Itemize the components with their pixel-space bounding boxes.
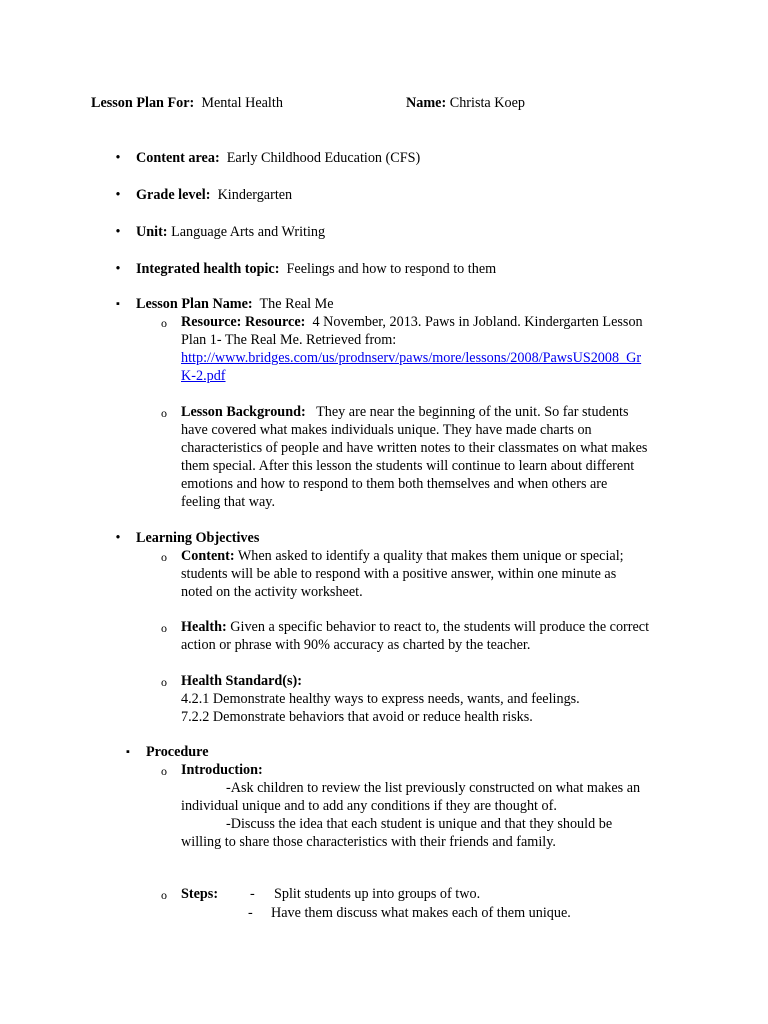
bullet-disc-icon: • bbox=[115, 261, 121, 277]
content-objective-block bbox=[181, 547, 691, 601]
resource-url-line-2: K-2.pdf bbox=[181, 368, 226, 384]
procedure-label: Procedure bbox=[146, 744, 209, 760]
dash-bullet-icon: - bbox=[248, 905, 253, 921]
resource-url-line-1: http://www.bridges.com/us/prodnserv/paws/more/lessons/2008/PawsUS2008_Gr bbox=[181, 350, 642, 366]
resource-url-link[interactable] bbox=[181, 350, 641, 384]
bullet-disc-icon: • bbox=[115, 187, 121, 203]
health-topic-item bbox=[136, 260, 496, 278]
bullet-square-icon: ▪ bbox=[126, 746, 130, 758]
bullet-circle-icon: o bbox=[161, 675, 167, 689]
lesson-background-block bbox=[181, 403, 691, 511]
health-topic-label: Integrated health topic: bbox=[136, 261, 280, 277]
health-objective-line-1: Given a specific behavior to react to, the students will produce the correct bbox=[230, 619, 650, 635]
grade-level-label: Grade level: bbox=[136, 187, 211, 203]
bullet-disc-icon: • bbox=[115, 150, 121, 166]
content-objective-line-2: students will be able to respond with a positive answer, within one minute as bbox=[181, 566, 617, 582]
lesson-plan-for-line bbox=[91, 94, 283, 112]
dash-bullet-icon: - bbox=[250, 886, 255, 902]
lesson-background-line-5: emotions and how to respond to them both themselves and when others are bbox=[181, 476, 608, 492]
unit-value: Language Arts and Writing bbox=[171, 224, 326, 240]
health-objective-label: Health: bbox=[181, 619, 227, 635]
bullet-circle-icon: o bbox=[161, 888, 167, 902]
resource-line-1: 4 November, 2013. Paws in Jobland. Kindergarten Lesson bbox=[312, 314, 643, 330]
lesson-plan-for-value: Mental Health bbox=[201, 95, 283, 111]
introduction-line-1: -Ask children to review the list previously constructed on what makes an bbox=[226, 780, 641, 796]
bullet-circle-icon: o bbox=[161, 764, 167, 778]
lesson-plan-name-label: Lesson Plan Name: bbox=[136, 296, 253, 312]
lesson-plan-name-item bbox=[136, 295, 334, 313]
unit-item bbox=[136, 223, 325, 241]
learning-objectives-heading bbox=[136, 529, 259, 547]
health-standard-line-2: 7.2.2 Demonstrate behaviors that avoid or reduce health risks. bbox=[181, 709, 533, 725]
lesson-background-line-6: feeling that way. bbox=[181, 494, 276, 510]
resource-line-2: Plan 1- The Real Me. Retrieved from: bbox=[181, 332, 397, 348]
lesson-background-line-3: characteristics of people and have written notes to their classmates on what makes bbox=[181, 440, 648, 456]
steps-label: Steps: bbox=[181, 886, 219, 902]
introduction-label: Introduction: bbox=[181, 762, 263, 778]
introduction-line-2: individual unique and to add any conditions if they are thought of. bbox=[181, 798, 557, 814]
content-area-label: Content area: bbox=[136, 150, 220, 166]
introduction-block bbox=[181, 761, 691, 851]
content-area-item bbox=[136, 149, 420, 167]
introduction-line-4: willing to share those characteristics with their friends and family. bbox=[181, 834, 556, 850]
lesson-background-line-1: They are near the beginning of the unit. So far students bbox=[316, 404, 629, 420]
health-objective-line-2: action or phrase with 90% accuracy as charted by the teacher. bbox=[181, 637, 531, 653]
name-label: Name: bbox=[406, 95, 447, 111]
content-objective-line-3: noted on the activity worksheet. bbox=[181, 584, 363, 600]
bullet-circle-icon: o bbox=[161, 316, 167, 330]
learning-objectives-label: Learning Objectives bbox=[136, 530, 260, 546]
step-item-2: Have them discuss what makes each of them unique. bbox=[271, 905, 571, 921]
procedure-heading bbox=[146, 743, 209, 761]
bullet-square-icon: ▪ bbox=[116, 298, 120, 310]
content-area-value: Early Childhood Education (CFS) bbox=[226, 150, 421, 166]
resource-block bbox=[181, 313, 691, 385]
grade-level-item bbox=[136, 186, 292, 204]
lesson-plan-name-value: The Real Me bbox=[259, 296, 334, 312]
steps-heading bbox=[181, 885, 218, 903]
unit-label: Unit: bbox=[136, 224, 168, 240]
health-topic-value: Feelings and how to respond to them bbox=[286, 261, 497, 277]
health-standards-label: Health Standard(s): bbox=[181, 673, 302, 689]
introduction-line-3: -Discuss the idea that each student is unique and that they should be bbox=[226, 816, 613, 832]
bullet-disc-icon: • bbox=[115, 530, 121, 546]
bullet-circle-icon: o bbox=[161, 406, 167, 420]
content-objective-label: Content: bbox=[181, 548, 235, 564]
resource-label: Resource: Resource: bbox=[181, 314, 306, 330]
bullet-circle-icon: o bbox=[161, 550, 167, 564]
author-name-line bbox=[406, 94, 525, 112]
health-standard-line-1: 4.2.1 Demonstrate healthy ways to express needs, wants, and feelings. bbox=[181, 691, 580, 707]
bullet-disc-icon: • bbox=[115, 224, 121, 240]
name-value: Christa Koep bbox=[449, 95, 525, 111]
health-objective-block bbox=[181, 618, 691, 654]
grade-level-value: Kindergarten bbox=[217, 187, 293, 203]
content-objective-line-1: When asked to identify a quality that makes them unique or special; bbox=[237, 548, 624, 564]
step-item-1: Split students up into groups of two. bbox=[274, 886, 481, 902]
lesson-background-label: Lesson Background: bbox=[181, 404, 306, 420]
lesson-background-line-4: them special. After this lesson the students will continue to learn about different bbox=[181, 458, 635, 474]
bullet-circle-icon: o bbox=[161, 621, 167, 635]
lesson-plan-for-label: Lesson Plan For: bbox=[91, 95, 195, 111]
lesson-background-line-2: have covered what makes individuals unique. They have made charts on bbox=[181, 422, 592, 438]
health-standards-block bbox=[181, 672, 691, 726]
